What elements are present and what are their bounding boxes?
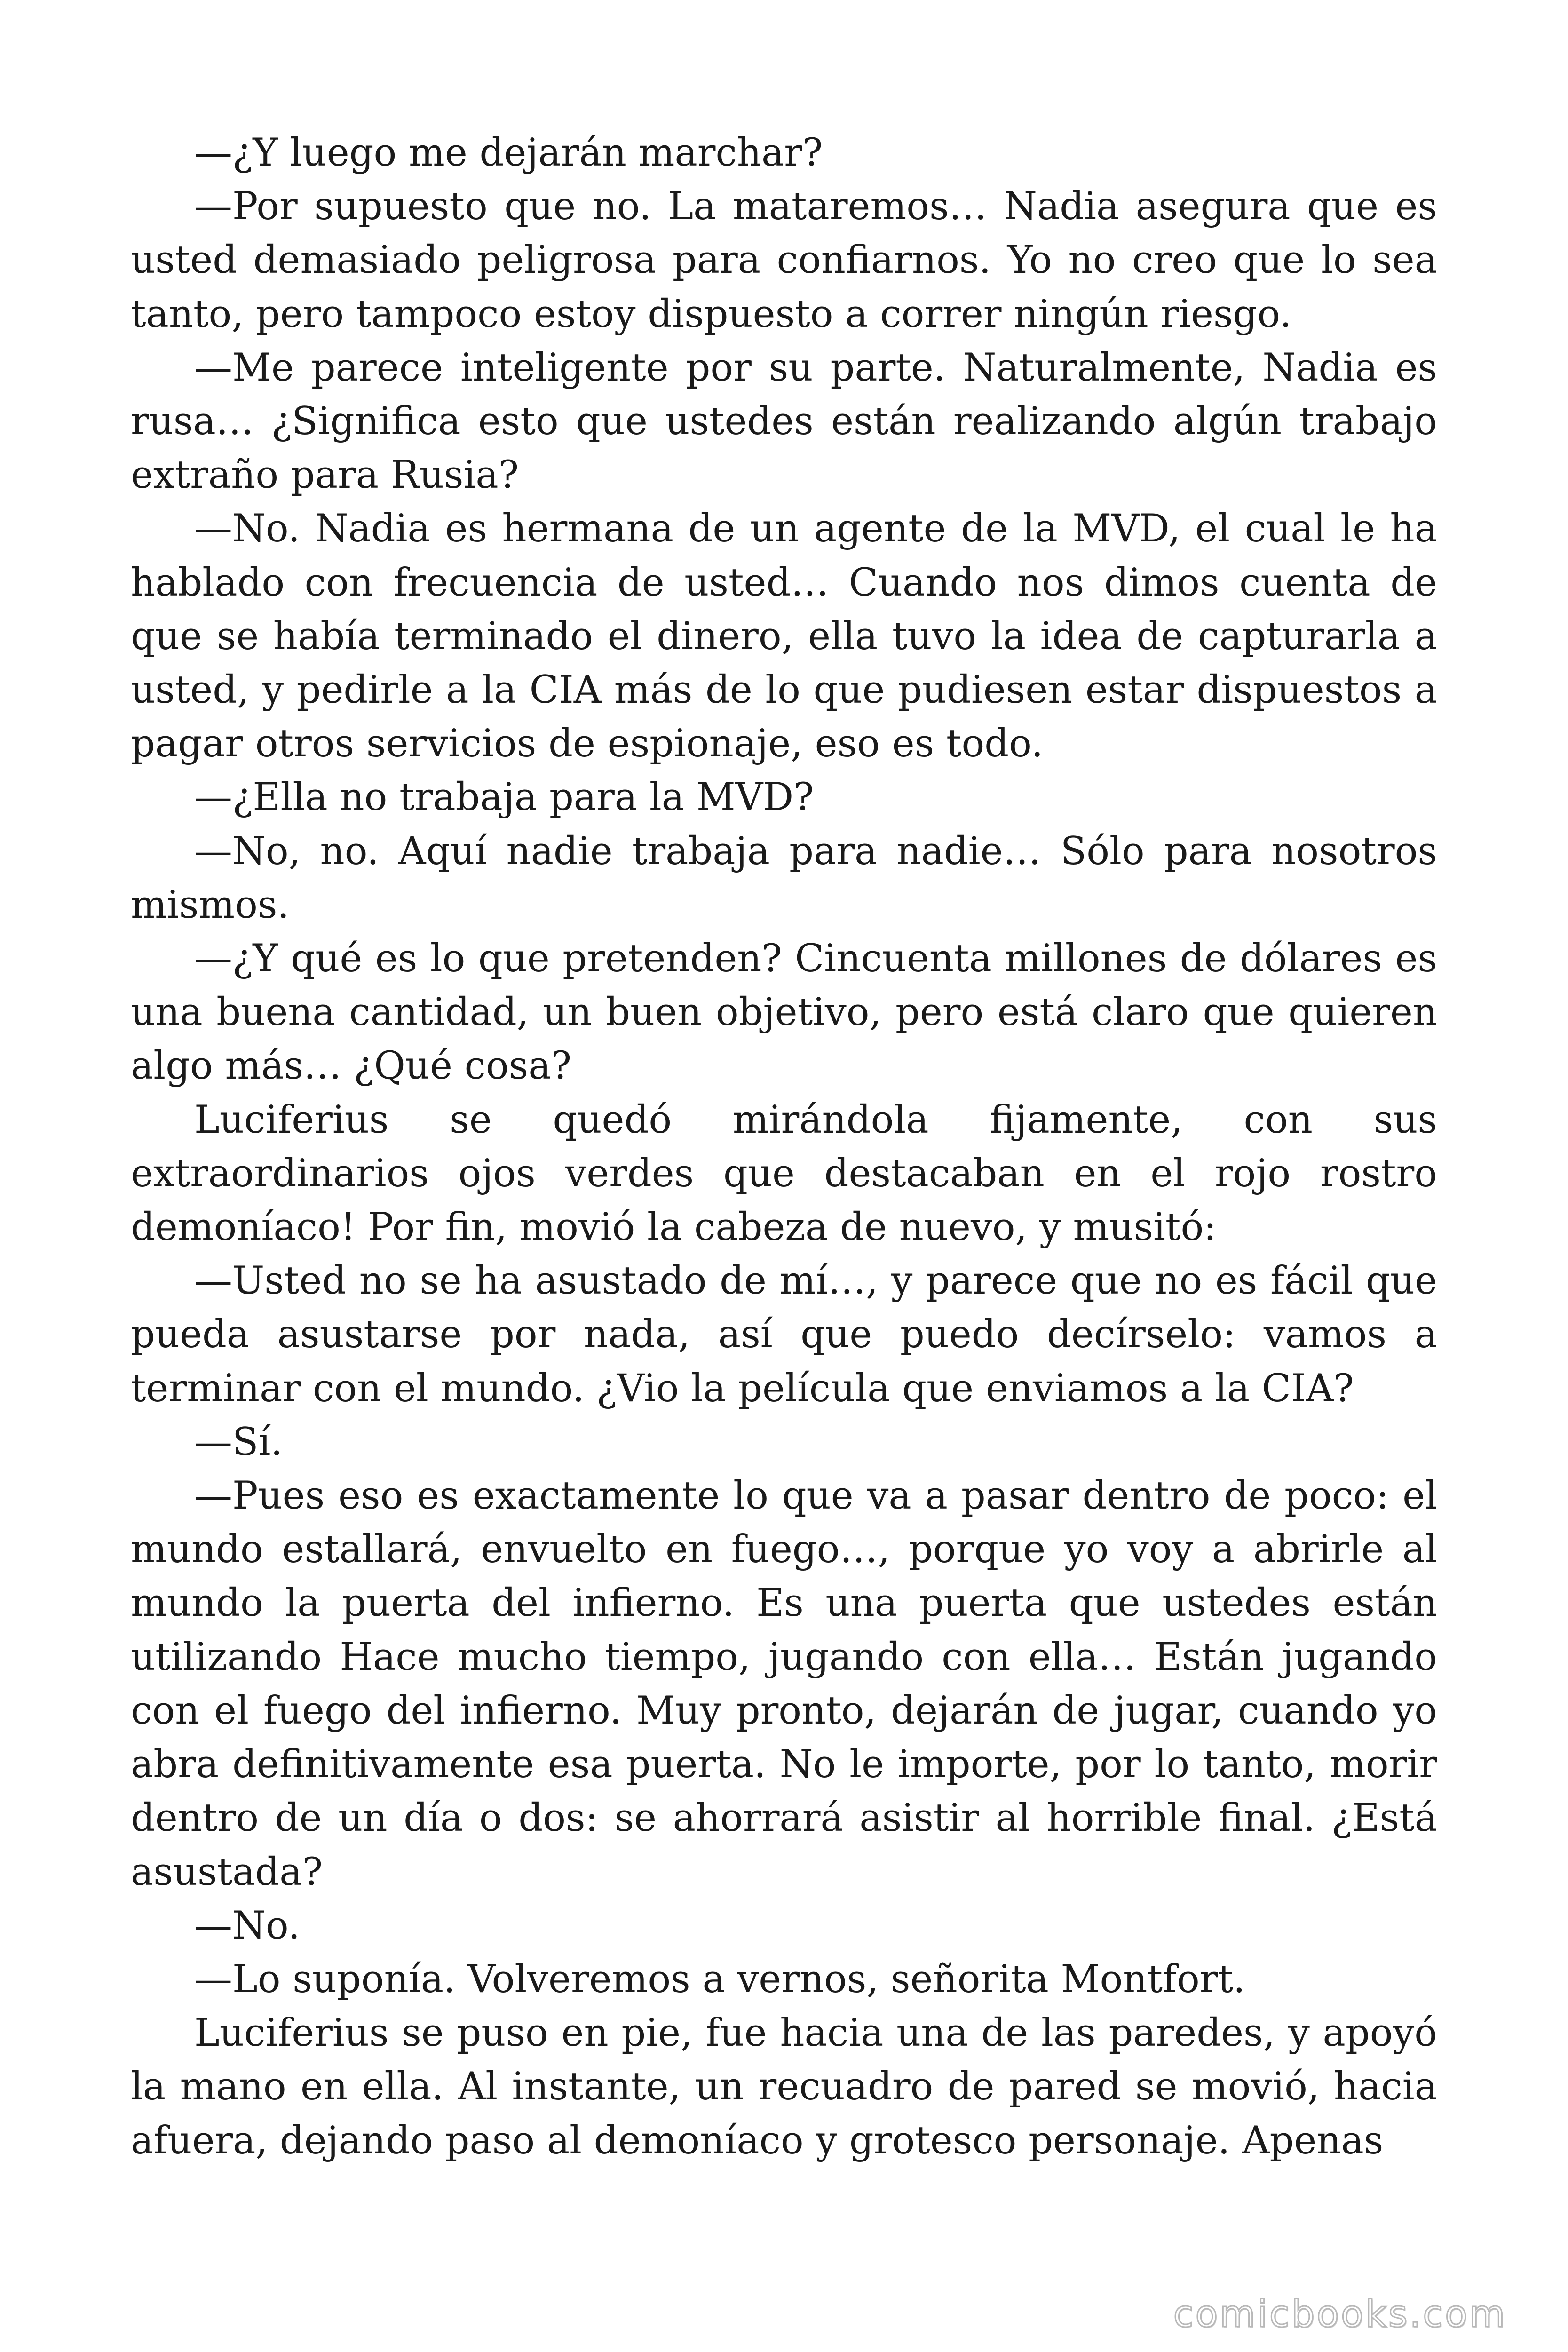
paragraph: —Lo suponía. Volveremos a vernos, señorita Montfort. <box>194 1957 1245 2002</box>
paragraph: —No. <box>194 1903 300 1948</box>
paragraph: —¿Y luego me dejarán marchar? <box>194 131 823 175</box>
paragraph: —No, no. Aquí nadie trabaja para nadie… Sólo para nosotros mismos. <box>131 829 1437 927</box>
watermark-logo: comicbooks.com <box>1173 2293 1507 2336</box>
paragraph: —Usted no se ha asustado de mí…, y parece que no es fácil que pueda asustarse por nada, así que puedo decírselo: vamos a terminar con el mundo. ¿Vio la película que enviamos a la CIA? <box>131 1259 1437 1411</box>
paragraph: Luciferius se quedó mirándola fijamente, con sus extraordinarios ojos verdes que destacaban en el rojo rostro demoníaco! Por fin, movió la cabeza de nuevo, y musitó: <box>131 1097 1437 1250</box>
paragraph: —¿Ella no trabaja para la MVD? <box>194 775 814 820</box>
paragraph: —Por supuesto que no. La mataremos… Nadia asegura que es usted demasiado peligrosa para confiarnos. Yo no creo que lo sea tanto, pero tampoco estoy dispuesto a correr ningún riesgo. <box>131 184 1437 336</box>
page-text <box>131 126 1437 2168</box>
paragraph: —Sí. <box>194 1420 283 1464</box>
paragraph: —¿Y qué es lo que pretenden? Cincuenta millones de dólares es una buena cantidad, un buen objetivo, pero está claro que quieren algo más… ¿Qué cosa? <box>131 937 1437 1089</box>
paragraph: —No. Nadia es hermana de un agente de la MVD, el cual le ha hablado con frecuencia de usted… Cuando nos dimos cuenta de que se había terminado el dinero, ella tuvo la idea de capturarla a usted, y pedirle a la CIA más de lo que pudiesen estar dispuestos a pagar otros servicios de espionaje, eso es todo. <box>131 507 1437 766</box>
paragraph: Luciferius se puso en pie, fue hacia una de las paredes, y apoyó la mano en ella. Al instante, un recuadro de pared se movió, hacia afuera, dejando paso al demoníaco y grotesco personaje. Apenas <box>131 2011 1437 2163</box>
paragraph: —Pues eso es exactamente lo que va a pasar dentro de poco: el mundo estallará, envuelto en fuego…, porque yo voy a abrirle al mundo la puerta del infierno. Es una puerta que ustedes están utilizando Hace mucho tiempo, jugando con ella… Están jugando con el fuego del infierno. Muy pronto, dejarán de jugar, cuando yo abra definitivamente esa puerta. No le importe, por lo tanto, morir dentro de un día o dos: se ahorrará asistir al horrible final. ¿Está asustada? <box>131 1474 1437 1894</box>
paragraph: —Me parece inteligente por su parte. Naturalmente, Nadia es rusa… ¿Significa esto que ustedes están realizando algún trabajo extraño para Rusia? <box>131 345 1437 498</box>
